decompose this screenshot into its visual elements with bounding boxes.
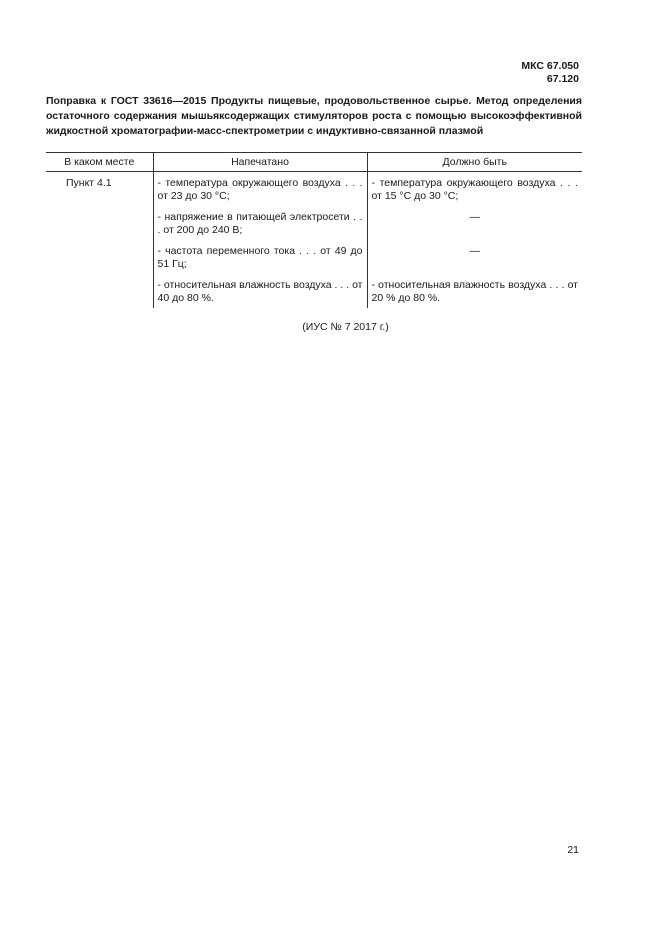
printed-text: - напряжение в питающей электросети . . . от 200 до 240 В; (157, 211, 363, 236)
mks-code-1: МКС 67.050 (521, 60, 579, 72)
column-header-place: В каком месте (46, 153, 153, 172)
page-number: 21 (567, 844, 579, 856)
document-title: Поправка к ГОСТ 33616—2015 Продукты пищевые, продовольственное сырье. Метод определения остаточного содержания мышьяксодержащих стимуляторов роста с помощью высокоэффективной жидкостной хроматографии-масс-спектрометрии с индуктивно-связанной плазмой (46, 95, 582, 137)
mks-codes (521, 60, 579, 86)
place-cell: Пункт 4.1 (66, 177, 112, 189)
mks-code-2: 67.120 (546, 73, 579, 85)
printed-text: - частота переменного тока . . . от 49 до 51 Гц; (157, 245, 363, 270)
correction-table (46, 152, 582, 308)
should-be-dash: — (469, 211, 480, 223)
should-be-dash: — (469, 245, 480, 257)
should-be-text: - относительная влажность воздуха . . . от 20 % до 80 %. (371, 279, 578, 304)
ius-reference: (ИУС № 7 2017 г.) (302, 321, 389, 333)
table-header-row (46, 153, 582, 172)
table-row (46, 172, 582, 212)
printed-text: - температура окружающего воздуха . . . от 23 до 30 °С; (157, 177, 363, 202)
column-header-printed: Напечатано (153, 153, 367, 172)
should-be-text: - температура окружающего воздуха . . . от 15 °С до 30 °С; (371, 177, 578, 202)
column-header-should-be: Должно быть (367, 153, 582, 172)
printed-text: - относительная влажность воздуха . . . от 40 до 80 %. (157, 279, 363, 304)
